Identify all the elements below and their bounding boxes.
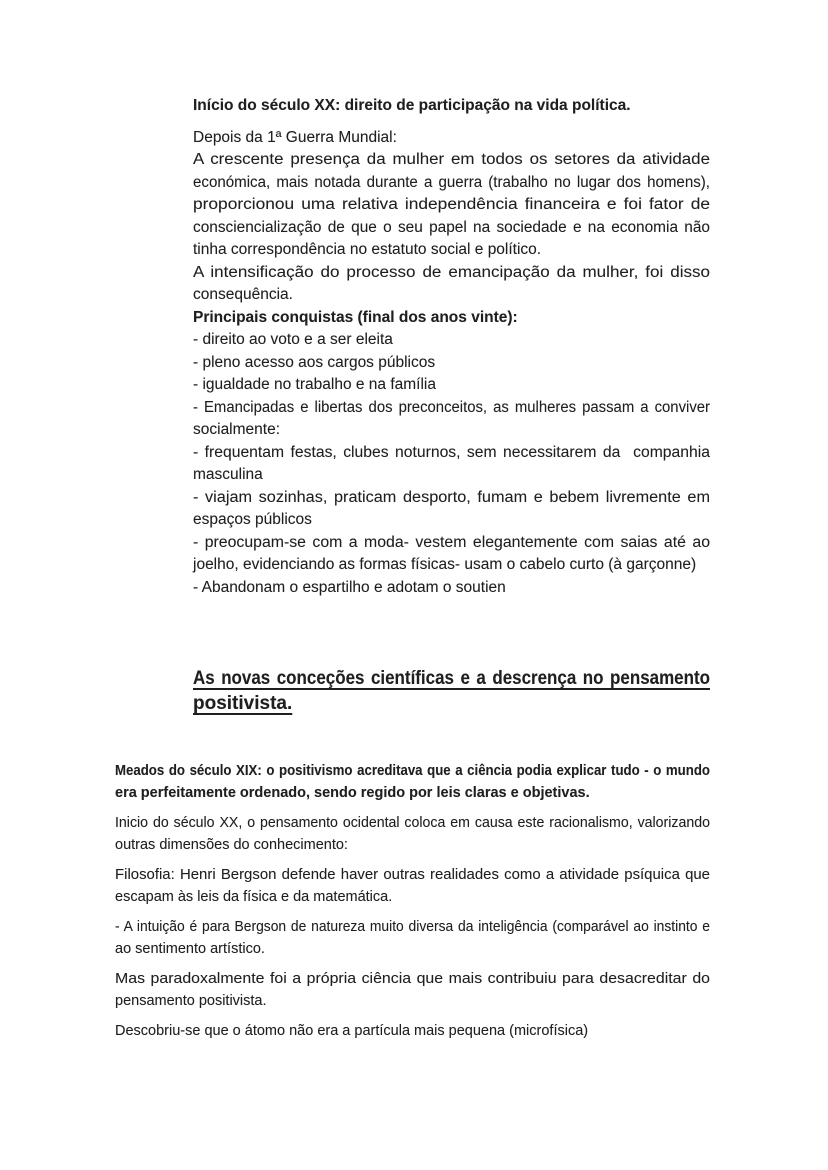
heading-line	[193, 666, 710, 691]
line-text: - frequentam festas, clubes noturnos, sem necessitarem da companhia	[193, 443, 710, 461]
text-line	[115, 939, 710, 961]
text-line	[193, 284, 710, 307]
text-line	[115, 917, 710, 939]
heading-text: positivista.	[193, 693, 293, 714]
line-text: Descobriu-se que o átomo não era a partícula mais pequena (microfísica)	[115, 1023, 589, 1039]
line-text: - preocupam-se com a moda- vestem elegantemente com saias até ao	[193, 533, 710, 551]
paragraph	[115, 761, 710, 804]
list-item	[193, 374, 710, 397]
heading-line	[193, 691, 710, 716]
line-text: A crescente presença da mulher em todos os setores da atividade	[193, 151, 710, 168]
paragraph	[115, 865, 710, 908]
line-text: económica, mais notada durante a guerra (trabalho no lugar dos homens),	[193, 173, 710, 191]
title-text: Início do século XX: direito de participação na vida política.	[193, 97, 631, 114]
text-line	[193, 554, 710, 577]
subheading-conquistas	[193, 307, 710, 330]
line-text: - Abandonam o espartilho e adotam o soutien	[193, 578, 506, 596]
text-line	[115, 991, 710, 1013]
line-text: masculina	[193, 466, 263, 483]
paragraph	[115, 1021, 710, 1043]
list-item	[193, 397, 710, 420]
text-line	[115, 865, 710, 887]
line-text: A intensificação do processo de emancipação da mulher, foi disso	[193, 263, 710, 281]
line-text: outras dimensões do conhecimento:	[115, 836, 348, 853]
line-text: proporcionou uma relativa independência financeira e foi fator de	[193, 196, 710, 213]
line-text: Meados do século XIX: o positivismo acreditava que a ciência podia explicar tudo - o mundo	[115, 763, 710, 779]
line-text: - direito ao voto e a ser eleita	[193, 331, 393, 348]
line-text: - A intuição é para Bergson de natureza muito diversa da inteligência (comparável ao instinto e	[115, 919, 710, 935]
line-text: - igualdade no trabalho e na família	[193, 376, 436, 393]
list-item	[193, 352, 710, 375]
line-text: Inicio do século XX, o pensamento ocidental coloca em causa este racionalismo, valorizando	[115, 815, 710, 831]
text-line	[193, 239, 710, 262]
heading-text: As novas conceções científicas e a descrença no pensamento	[193, 668, 710, 689]
text-line	[115, 969, 710, 991]
line-text: consequência.	[193, 286, 293, 303]
list-item	[193, 487, 710, 510]
text-line	[115, 813, 710, 835]
section-heading-new-conceptions	[193, 666, 710, 716]
text-line	[115, 761, 710, 783]
text-line	[193, 194, 710, 217]
blank-space	[193, 118, 710, 127]
list-item	[193, 442, 710, 465]
text-line	[115, 783, 710, 805]
line-text: - pleno acesso aos cargos públicos	[193, 353, 436, 371]
text-line	[193, 127, 710, 150]
text-line	[193, 419, 710, 442]
line-text: joelho, evidenciando as formas físicas- usam o cabelo curto (à garçonne)	[193, 556, 697, 573]
paragraph	[115, 917, 710, 960]
section-title	[193, 95, 710, 118]
text-line	[193, 149, 710, 172]
text-line	[115, 1021, 710, 1043]
line-text: Mas paradoxalmente foi a própria ciência que mais contribuiu para desacreditar do	[115, 971, 710, 987]
line-text: tinha correspondência no estatuto social e político.	[193, 241, 542, 258]
text-line	[115, 887, 710, 909]
line-text: - viajam sozinhas, praticam desporto, fumam e bebem livremente em	[193, 488, 710, 506]
text-line	[193, 217, 710, 240]
list-item	[193, 329, 710, 352]
line-text: Depois da 1ª Guerra Mundial:	[193, 128, 397, 146]
text-line	[115, 835, 710, 857]
line-text: socialmente:	[193, 421, 281, 438]
section-womens-rights	[193, 95, 710, 599]
line-text: Principais conquistas (final dos anos vinte):	[193, 308, 518, 326]
line-text: consciencialização de que o seu papel na sociedade e na economia não	[193, 218, 710, 236]
line-text: Filosofia: Henri Bergson defende haver outras realidades como a atividade psíquica que	[115, 867, 710, 883]
line-text: - Emancipadas e libertas dos preconceitos, as mulheres passam a conviver	[193, 398, 710, 416]
text-line	[193, 509, 710, 532]
text-line	[193, 262, 710, 285]
line-text: ao sentimento artístico.	[115, 940, 265, 957]
paragraph	[115, 969, 710, 1012]
text-line	[193, 172, 710, 195]
line-text: espaços públicos	[193, 511, 312, 528]
section-positivism	[115, 761, 710, 1052]
line-text: escapam às leis da física e da matemática.	[115, 888, 393, 905]
line-text: era perfeitamente ordenado, sendo regido por leis claras e objetivas.	[115, 784, 590, 801]
paragraph	[115, 813, 710, 856]
text-line	[193, 464, 710, 487]
line-text: pensamento positivista.	[115, 992, 267, 1009]
list-item	[193, 532, 710, 555]
list-item	[193, 577, 710, 600]
